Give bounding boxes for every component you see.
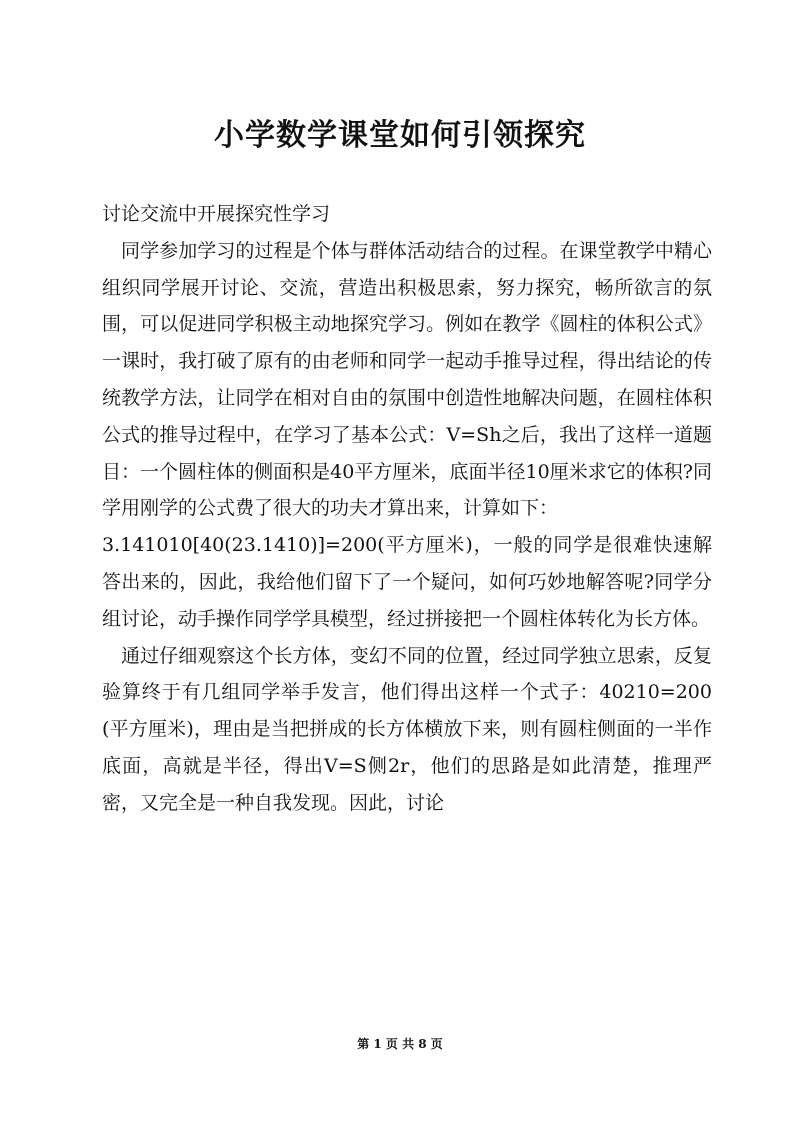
paragraph-2: 3.141010[40(23.1410)]=200(平方厘米)，一般的同学是很难快速解答出来的，因此，我给他们留下了一个疑问，如何巧妙地解答呢?同学分组讨论，动手操作同学学具模型，经过拼接把一个圆柱体转化为长方体。	[102, 534, 712, 630]
page-footer: 第 1 页 共 8 页	[357, 1037, 443, 1051]
document-body	[102, 196, 712, 822]
document-title: 小学数学课堂如何引领探究	[214, 118, 586, 153]
section-heading: 讨论交流中开展探究性学习	[102, 203, 331, 225]
paragraph-3: 通过仔细观察这个长方体，变幻不同的位置，经过同学独立思索，反复验算终于有几组同学举手发言，他们得出这样一个式子：40210=200(平方厘米)，理由是当把拼成的长方体横放下来，则有圆柱侧面的一半作底面，高就是半径，得出V=S侧2r，他们的思路是如此清楚，推理严密，又完全是一种自我发现。因此，讨论	[102, 644, 712, 814]
paragraph-1: 同学参加学习的过程是个体与群体活动结合的过程。在课堂教学中精心组织同学展开讨论、交流，营造出积极思索，努力探究，畅所欲言的氛围，可以促进同学积极主动地探究学习。例如在教学《圆柱的体积公式》一课时，我打破了原有的由老师和同学一起动手推导过程，得出结论的传统教学方法，让同学在相对自由的氛围中创造性地解决问题，在圆柱体积公式的推导过程中，在学习了基本公式：V=Sh之后，我出了这样一道题目：一个圆柱体的侧面积是40平方厘米，底面半径10厘米求它的体积?同学用刚学的公式费了很大的功夫才算出来，计算如下：	[102, 239, 712, 520]
